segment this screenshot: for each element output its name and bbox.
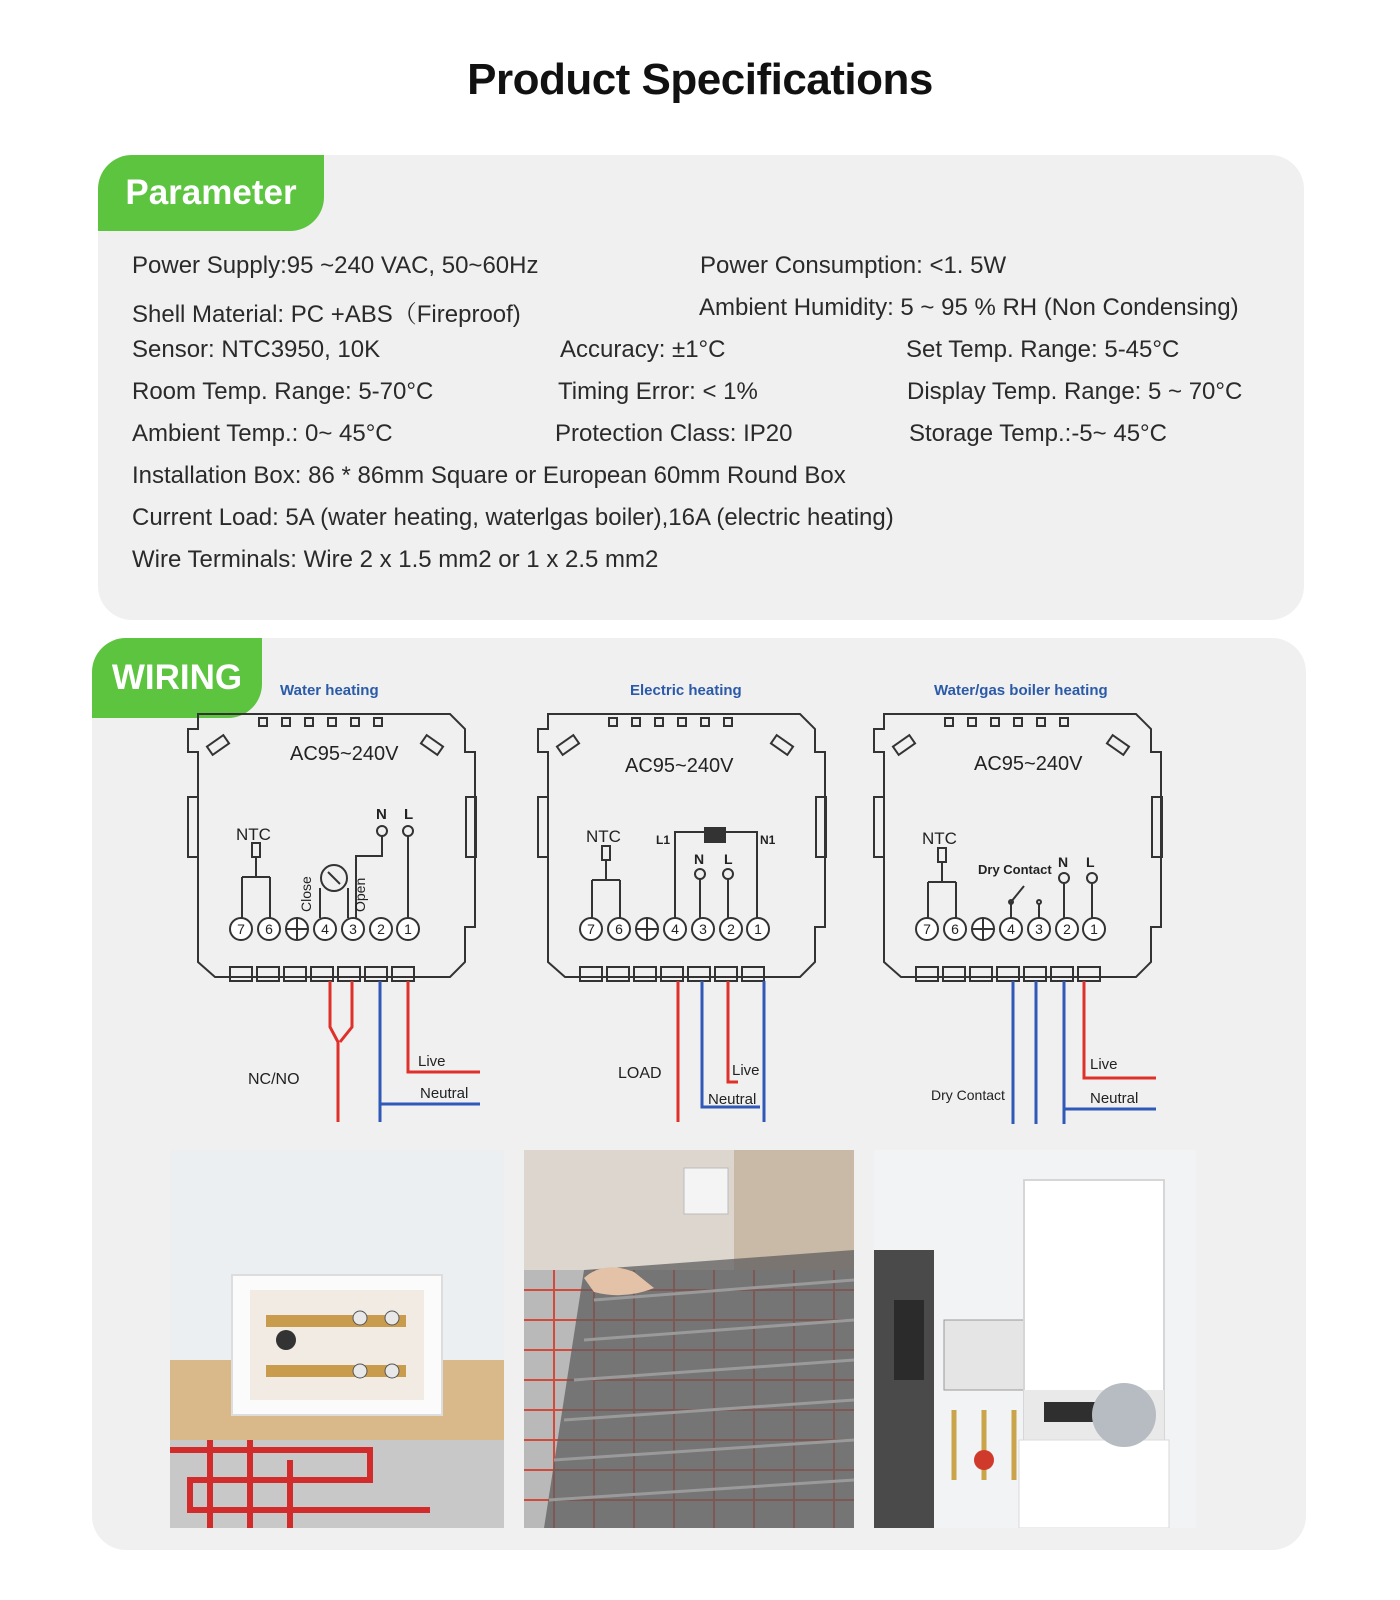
terminal-label: 1 <box>1090 921 1098 937</box>
wiring-diagram-water-heating <box>170 672 510 1132</box>
photo-water-heating <box>170 1150 504 1528</box>
photo-boiler-heating <box>874 1150 1196 1528</box>
page-title: Product Specifications <box>467 55 933 104</box>
neutral-label: Neutral <box>1090 1090 1139 1107</box>
spec-shell-material: Shell Material: PC +ABS（Fireproof) <box>132 301 521 328</box>
load-label: LOAD <box>618 1065 662 1082</box>
neutral-label: Neutral <box>420 1085 469 1102</box>
dry-contact-wires <box>1013 981 1036 1124</box>
spec-ambient-humidity: Ambient Humidity: 5 ~ 95 % RH (Non Condensing) <box>699 294 1239 321</box>
l-label: L <box>724 851 733 867</box>
spec-sensor: Sensor: NTC3950, 10K <box>132 336 381 363</box>
live-label: Live <box>732 1062 760 1079</box>
voltage-label: AC95~240V <box>290 743 399 765</box>
l-label: L <box>404 806 414 823</box>
nc-no-wire <box>330 981 352 1122</box>
spec-room-temp-range: Room Temp. Range: 5-70°C <box>132 378 434 405</box>
terminal-label: 4 <box>671 921 679 937</box>
wiring-diagram-electric-heating <box>520 672 860 1132</box>
diagram-title: Water heating <box>280 682 379 699</box>
photo-electric-heating <box>524 1150 854 1528</box>
ntc-label: NTC <box>922 829 957 848</box>
spec-installation-box: Installation Box: 86 * 86mm Square or European 60mm Round Box <box>132 462 846 489</box>
voltage-label: AC95~240V <box>625 755 734 777</box>
diagram-title: Electric heating <box>630 682 742 699</box>
open-label: Open <box>352 877 368 912</box>
spec-protection-class: Protection Class: IP20 <box>555 420 793 447</box>
terminal-label: 1 <box>754 921 762 937</box>
ntc-label: NTC <box>236 825 271 844</box>
l-label: L <box>1086 854 1095 870</box>
terminal-label: 6 <box>265 921 273 937</box>
spec-power-consumption: Power Consumption: <1. 5W <box>700 252 1007 279</box>
terminal-label: 7 <box>923 921 931 937</box>
spec-set-temp-range: Set Temp. Range: 5-45°C <box>906 336 1180 363</box>
diagram-title: Water/gas boiler heating <box>934 682 1108 699</box>
terminal-label: 2 <box>727 921 735 937</box>
live-label: Live <box>418 1053 446 1070</box>
n1-label: N1 <box>760 833 776 847</box>
spec-display-temp-range: Display Temp. Range: 5 ~ 70°C <box>907 378 1243 405</box>
voltage-label: AC95~240V <box>974 753 1083 775</box>
terminal-label: 6 <box>951 921 959 937</box>
terminal-label: 1 <box>404 921 412 937</box>
dry-contact-label: Dry Contact <box>978 862 1052 877</box>
ntc-label: NTC <box>586 827 621 846</box>
n-label: N <box>1058 854 1069 870</box>
terminal-label: 4 <box>1007 921 1015 937</box>
spec-storage-temp: Storage Temp.:-5~ 45°C <box>909 420 1167 447</box>
spec-accuracy: Accuracy: ±1°C <box>560 336 726 363</box>
neutral-label: Neutral <box>708 1091 757 1108</box>
terminal-label: 3 <box>699 921 707 937</box>
spec-power-supply: Power Supply:95 ~240 VAC, 50~60Hz <box>132 252 539 279</box>
terminal-label: 7 <box>237 921 245 937</box>
spec-wire-terminals: Wire Terminals: Wire 2 x 1.5 mm2 or 1 x 2.5 mm2 <box>132 546 659 573</box>
terminal-label: 2 <box>377 921 385 937</box>
terminal-label: 3 <box>349 921 357 937</box>
terminal-label: 3 <box>1035 921 1043 937</box>
terminal-label: 2 <box>1063 921 1071 937</box>
live-label: Live <box>1090 1056 1118 1073</box>
terminal-label: 6 <box>615 921 623 937</box>
load-label: NC/NO <box>248 1071 300 1088</box>
terminal-label: 7 <box>587 921 595 937</box>
spec-current-load: Current Load: 5A (water heating, waterlgas boiler),16A (electric heating) <box>132 504 894 531</box>
relay-block <box>704 827 726 843</box>
spec-timing-error: Timing Error: < 1% <box>558 378 758 405</box>
parameter-tag: Parameter <box>98 155 324 231</box>
load-label: Dry Contact <box>931 1087 1005 1103</box>
n-label: N <box>694 851 705 867</box>
n-label: N <box>376 806 387 823</box>
terminal-label: 4 <box>321 921 329 937</box>
wiring-tag: WIRING <box>92 638 262 718</box>
l1-label: L1 <box>656 833 671 847</box>
close-label: Close <box>298 876 314 912</box>
spec-ambient-temp: Ambient Temp.: 0~ 45°C <box>132 420 393 447</box>
wiring-diagram-boiler-heating <box>856 672 1196 1132</box>
